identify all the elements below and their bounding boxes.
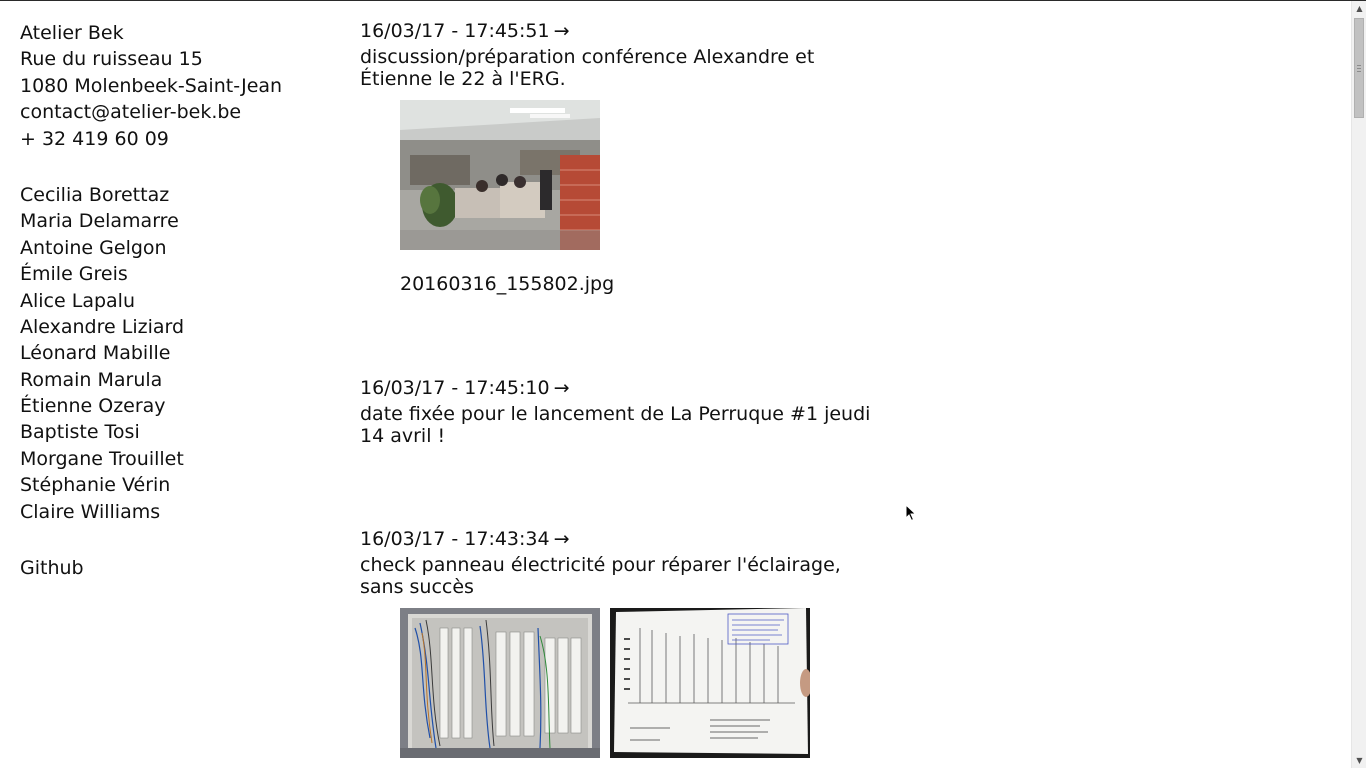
image-caption: 20160316_155802.jpg <box>400 273 615 295</box>
member-link[interactable] <box>20 288 340 314</box>
entry-timestamp[interactable]: 16/03/17 - 17:45:51 <box>360 20 550 42</box>
entry-timestamp[interactable]: 16/03/17 - 17:45:10 <box>360 377 550 399</box>
journal-entry <box>360 18 900 375</box>
member-link[interactable] <box>20 261 340 287</box>
member-link-tosi[interactable]: Baptiste Tosi <box>20 421 140 444</box>
member-link[interactable] <box>20 340 340 366</box>
member-link[interactable] <box>20 446 340 472</box>
scroll-up-icon[interactable]: ▲ <box>1356 4 1363 13</box>
scrollbar-thumb[interactable] <box>1354 18 1364 118</box>
scrollbar-grip <box>1357 65 1361 66</box>
scrollbar-grip <box>1357 71 1361 72</box>
member-link-lapalu[interactable]: Alice Lapalu <box>20 289 135 312</box>
workshop-photo[interactable] <box>400 100 600 250</box>
member-link-williams[interactable]: Claire Williams <box>20 500 161 523</box>
studio-street: Rue du ruisseau 15 <box>20 48 203 71</box>
github-link-row[interactable] <box>20 555 340 581</box>
entry-date[interactable] <box>360 18 900 44</box>
email-link[interactable]: contact@atelier-bek.be <box>20 101 242 124</box>
journal-entry <box>360 375 900 526</box>
wiring-diagram-photo[interactable] <box>610 608 810 758</box>
spacer <box>20 525 340 555</box>
member-link[interactable] <box>20 314 340 340</box>
mouse-pointer-icon <box>905 504 917 522</box>
studio-email-link[interactable] <box>20 99 340 125</box>
member-link[interactable] <box>20 182 340 208</box>
github-link[interactable]: Github <box>20 557 84 580</box>
entry-text: check panneau électricité pour réparer l'éclairage, sans succès <box>360 554 841 598</box>
member-link-ozeray[interactable]: Étienne Ozeray <box>20 395 166 418</box>
entry-images <box>400 100 900 250</box>
member-link-gelgon[interactable]: Antoine Gelgon <box>20 236 167 259</box>
studio-city: 1080 Molenbeek-Saint-Jean <box>20 74 283 97</box>
scrollbar-grip <box>1357 68 1361 69</box>
member-link-trouillet[interactable]: Morgane Trouillet <box>20 447 184 470</box>
entry-text: discussion/préparation conférence Alexandre et Étienne le 22 à l'ERG. <box>360 46 815 90</box>
member-link[interactable] <box>20 235 340 261</box>
arrow-right-icon[interactable]: → <box>553 20 570 42</box>
member-link-mabille[interactable]: Léonard Mabille <box>20 342 171 365</box>
top-border <box>0 0 1366 1</box>
journal-feed <box>360 18 900 758</box>
member-link[interactable] <box>20 393 340 419</box>
studio-name: Atelier Bek <box>20 22 124 44</box>
member-link[interactable] <box>20 419 340 445</box>
entry-date[interactable] <box>360 526 900 552</box>
studio-phone: + 32 419 60 09 <box>20 127 169 150</box>
member-link[interactable] <box>20 499 340 525</box>
member-link[interactable] <box>20 472 340 498</box>
entry-timestamp[interactable]: 16/03/17 - 17:43:34 <box>360 528 550 550</box>
entry-text: date fixée pour le lancement de La Perruque #1 jeudi 14 avril ! <box>360 403 871 447</box>
sidebar <box>20 20 340 581</box>
member-link-liziard[interactable]: Alexandre Liziard <box>20 315 185 338</box>
member-link[interactable] <box>20 367 340 393</box>
scroll-down-icon[interactable]: ▼ <box>1356 756 1363 765</box>
entry-images <box>400 608 900 758</box>
electrical-panel-photo[interactable] <box>400 608 600 758</box>
member-link-verin[interactable]: Stéphanie Vérin <box>20 474 171 497</box>
entry-date[interactable] <box>360 375 900 401</box>
spacer <box>20 152 340 182</box>
journal-entry <box>360 526 900 758</box>
member-link-marula[interactable]: Romain Marula <box>20 368 163 391</box>
member-link[interactable] <box>20 208 340 234</box>
member-link-greis[interactable]: Émile Greis <box>20 263 128 286</box>
vertical-scrollbar[interactable] <box>1351 1 1366 768</box>
member-link-borettaz[interactable]: Cecilia Borettaz <box>20 183 170 206</box>
arrow-right-icon[interactable]: → <box>553 528 570 550</box>
arrow-right-icon[interactable]: → <box>553 377 570 399</box>
member-link-delamarre[interactable]: Maria Delamarre <box>20 210 179 233</box>
